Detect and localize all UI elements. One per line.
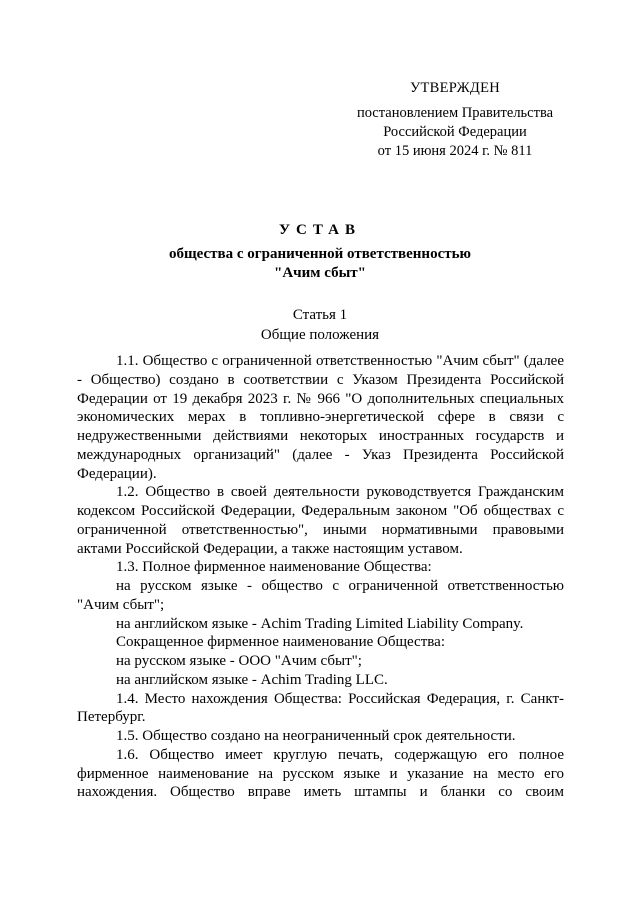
paragraph: 1.4. Место нахождения Общества: Российская Федерация, г. Санкт-Петербург. <box>77 690 564 726</box>
article-number: Статья 1 <box>292 307 348 323</box>
paragraph: на русском языке - ООО "Ачим сбыт"; <box>116 653 362 669</box>
approval-block <box>340 79 570 161</box>
approval-line: Российской Федерации <box>383 124 527 140</box>
approval-line: постановлением Правительства <box>356 105 554 121</box>
paragraph: 1.3. Полное фирменное наименование Общества: <box>116 559 432 576</box>
paragraph: на английском языке - Achim Trading Limited Liability Company. <box>116 615 524 632</box>
paragraph: 1.5. Общество создано на неограниченный срок деятельности. <box>116 728 516 744</box>
approval-line: от 15 июня 2024 г. № 811 <box>377 143 533 159</box>
document-body <box>77 352 564 802</box>
subtitle-line: "Ачим сбыт" <box>274 265 366 281</box>
document-title: УСТАВ <box>279 222 361 238</box>
paragraph: 1.1. Общество с ограниченной ответственностью "Ачим сбыт" (далее - Общество) создано в соответствии с Указом Президента Российской Федерации от 19 декабря 2023 г. № 966 "О дополнительных специальных экономических мерах в топливно-энергетической сфере в связи с недружественными действиями некоторых иностранных государств и международных организаций" (далее - Указ Президента Российской Федерации). <box>77 353 564 482</box>
paragraph: 1.6. Общество имеет круглую печать, содержащую его полное фирменное наименование на русском языке и указание на место его нахождения. Общество вправе иметь штампы и бланки со своим <box>77 746 564 801</box>
paragraph: на английском языке - Achim Trading LLC. <box>116 671 388 688</box>
approval-heading: УТВЕРЖДЕН <box>409 80 501 96</box>
document-subtitle <box>0 245 640 283</box>
paragraph: 1.2. Общество в своей деятельности руководствуется Гражданским кодексом Российской Федерации, Федеральным законом "Об обществах с ограниченной ответственностью", иными нормативными правовыми актами Российской Федерации, а также настоящим уставом. <box>77 484 564 557</box>
article-name: Общие положения <box>260 327 380 343</box>
paragraph: на русском языке - общество с ограниченной ответственностью "Ачим сбыт"; <box>77 578 564 613</box>
paragraph: Сокращенное фирменное наименование Общества: <box>116 634 445 651</box>
article-heading <box>0 305 640 345</box>
subtitle-line: общества с ограниченной ответственностью <box>169 246 471 262</box>
